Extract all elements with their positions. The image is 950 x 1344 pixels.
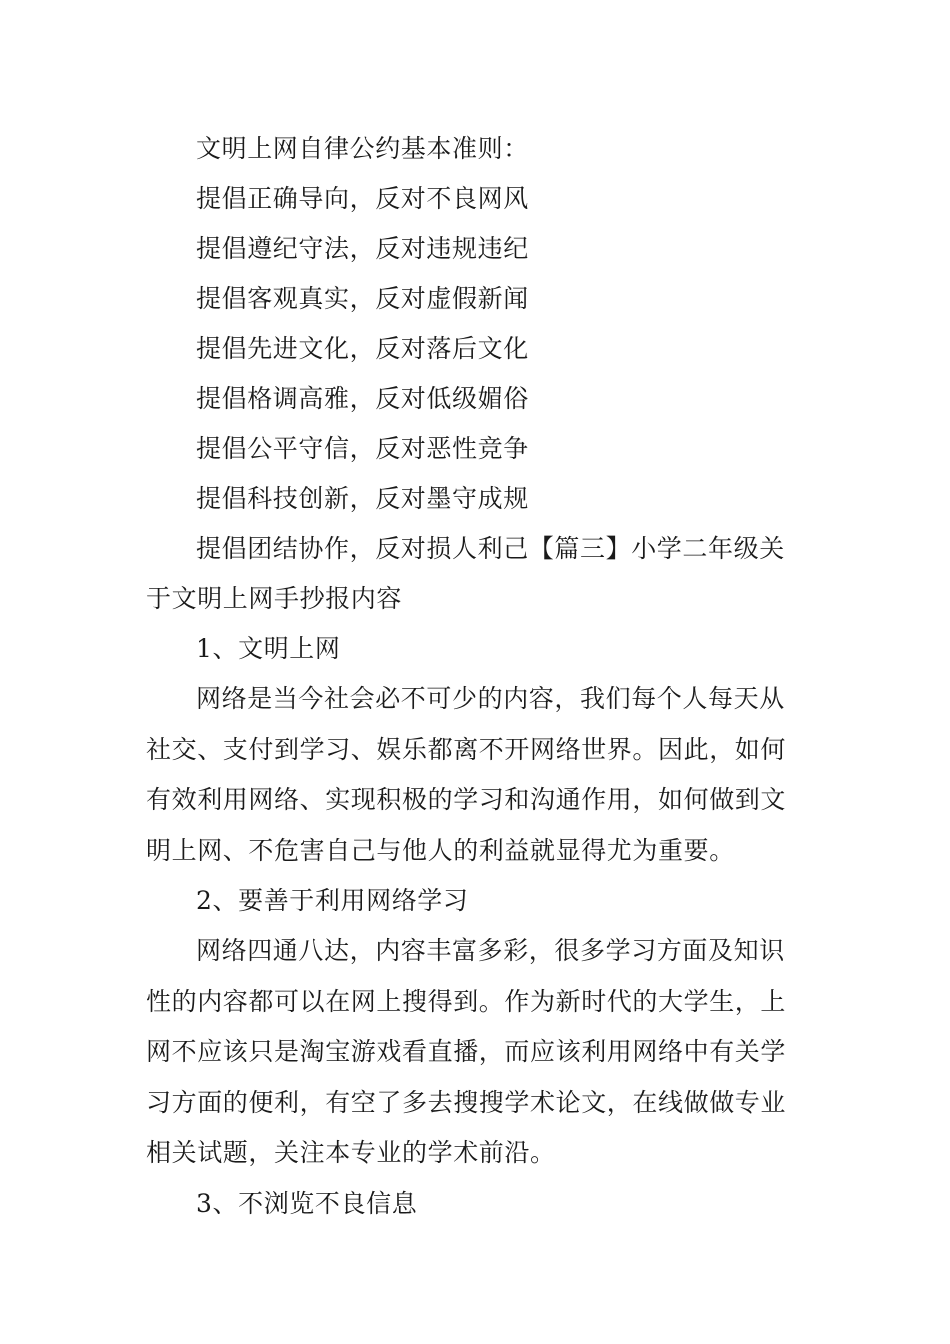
paragraph-section-3-heading: 3、不浏览不良信息 — [196, 1188, 418, 1218]
paragraph-guideline-8-section-title: 提倡团结协作，反对损人利己【篇三】小学二年级关于文明上网手抄报内容 — [146, 534, 785, 613]
paragraph-guideline-2: 提倡遵纪守法，反对违规违纪 — [196, 234, 529, 263]
paragraph-section-2-heading: 2、要善于利用网络学习 — [196, 886, 469, 915]
paragraph-guideline-1: 提倡正确导向，反对不良网风 — [196, 184, 529, 213]
paragraph-section-1-heading: 1、文明上网 — [196, 634, 341, 663]
paragraph-heading-guidelines: 文明上网自律公约基本准则： — [196, 134, 529, 163]
paragraph-section-1-body: 网络是当今社会必不可少的内容，我们每个人每天从社交、支付到学习、娱乐都离不开网络世界。因此，如何有效利用网络、实现积极的学习和沟通作用，如何做到文明上网、不危害自己与他人的利益就显得尤为重要。 — [146, 684, 787, 865]
paragraph-guideline-5: 提倡格调高雅，反对低级媚俗 — [196, 384, 529, 413]
paragraph-section-2-body: 网络四通八达，内容丰富多彩，很多学习方面及知识性的内容都可以在网上搜得到。作为新时代的大学生，上网不应该只是淘宝游戏看直播，而应该利用网络中有关学习方面的便利，有空了多去搜搜学术论文，在线做做专业相关试题，关注本专业的学术前沿。 — [146, 936, 787, 1167]
paragraph-guideline-3: 提倡客观真实，反对虚假新闻 — [196, 284, 529, 313]
paragraph-guideline-7: 提倡科技创新，反对墨守成规 — [196, 484, 529, 513]
paragraph-guideline-6: 提倡公平守信，反对恶性竞争 — [196, 434, 529, 463]
paragraph-guideline-4: 提倡先进文化，反对落后文化 — [196, 334, 529, 363]
document-body — [146, 124, 806, 1229]
